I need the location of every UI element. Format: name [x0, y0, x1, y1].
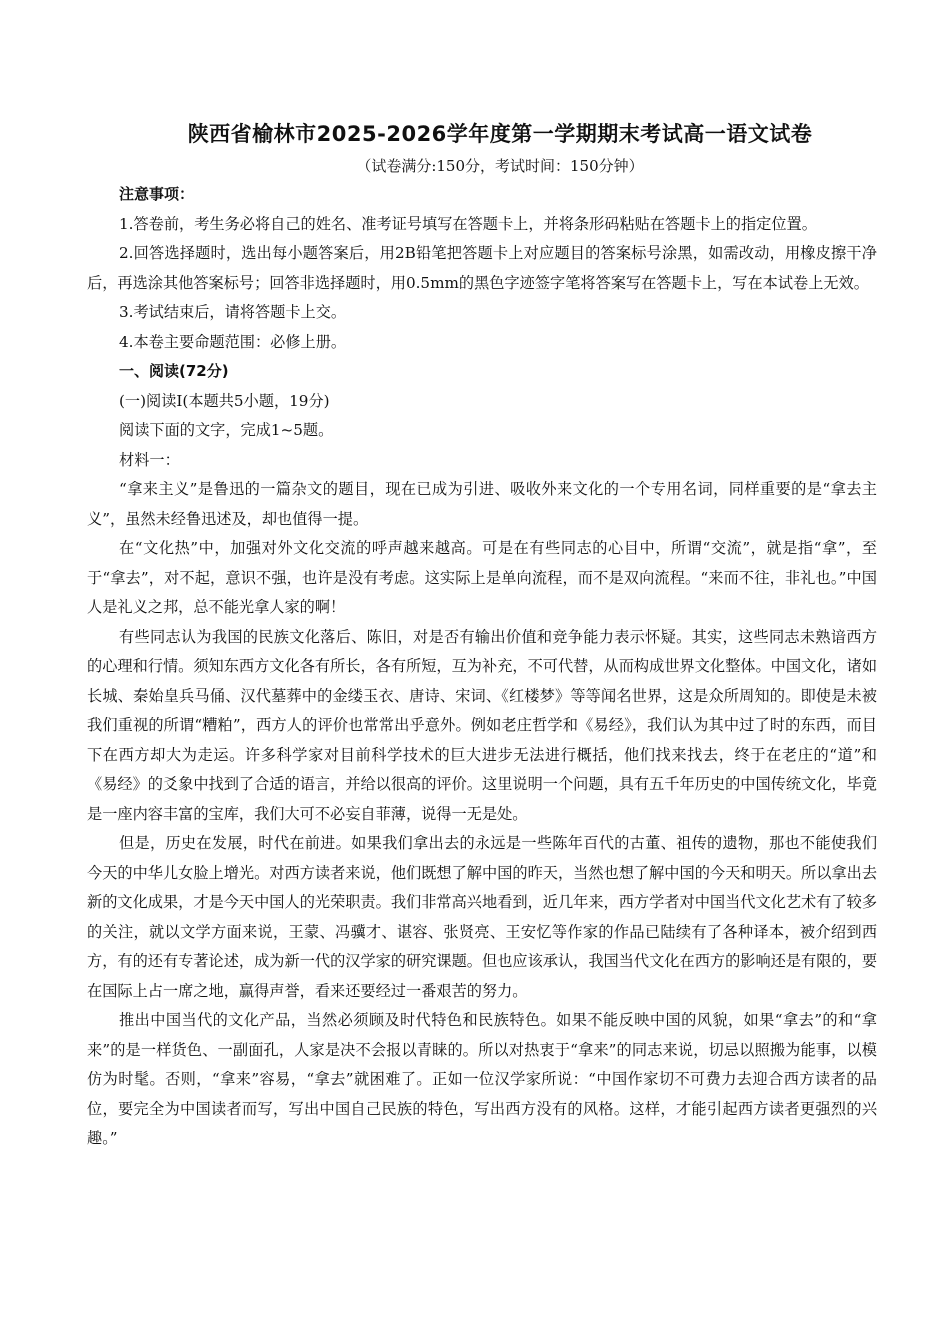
article-paragraph: “拿来主义”是鲁迅的一篇杂文的题目，现在已成为引进、吸收外来文化的一个专用名词，同样重要的是“拿去主义”，虽然未经鲁迅述及，却也值得一提。: [87, 480, 877, 528]
notice-item: 3.考试结束后，请将答题卡上交。: [119, 303, 347, 321]
exam-body: [87, 180, 877, 1154]
article-paragraph: 有些同志认为我国的民族文化落后、陈旧，对是否有输出价值和竞争能力表示怀疑。其实，这些同志未熟谙西方的心理和行情。须知东西方文化各有所长，各有所短，互为补充，不可代替，从而构成世界文化整体。中国文化，诸如长城、秦始皇兵马俑、汉代墓葬中的金缕玉衣、唐诗、宋词、《红楼梦》等等闻名世界，这是众所周知的。即使是未被我们重视的所谓“糟粕”，西方人的评价也常常出乎意外。例如老庄哲学和《易经》，我们认为其中过了时的东西，而目下在西方却大为走运。许多科学家对目前科学技术的巨大进步无法进行概括，他们找来找去，终于在老庄的“道”和《易经》的爻象中找到了合适的语言，并给以很高的评价。这里说明一个问题，具有五千年历史的中国传统文化，毕竟是一座内容丰富的宝库，我们大可不必妄自菲薄，说得一无是处。: [87, 627, 877, 823]
exam-subtitle: （试卷满分:150分，考试时间：150分钟）: [356, 157, 644, 175]
material-label: 材料一：: [119, 450, 180, 469]
article-paragraph: 在“文化热”中，加强对外文化交流的呼声越来越高。可是在有些同志的心目中，所谓“交流”，就是指“拿”，至于“拿去”，对不起，意识不强，也许是没有考虑。这实际上是单向流程，而不是双向流程。“来而不往，非礼也。”中国人是礼义之邦，总不能光拿人家的啊！: [87, 539, 877, 616]
section-instruction: 阅读下面的文字，完成1~5题。: [119, 421, 334, 439]
article-paragraph: 推出中国当代的文化产品，当然必须顾及时代特色和民族特色。如果不能反映中国的风貌，如果“拿去”的和“拿来”的是一样货色、一副面孔，人家是决不会报以青睐的。所以对热衷于“拿来”的同志来说，切忌以照搬为能事，以模仿为时髦。否则，“拿来”容易，“拿去”就困难了。正如一位汉学家所说：“中国作家切不可费力去迎合西方读者的品位，要完全为中国读者而写，写出中国自己民族的特色，写出西方没有的风格。这样，才能引起西方读者更强烈的兴趣。”: [87, 1011, 877, 1147]
notice-item: 4.本卷主要命题范围：必修上册。: [119, 332, 347, 351]
section-subheading: (一)阅读Ⅰ(本题共5小题，19分): [119, 391, 330, 410]
notice-item: 1.答卷前，考生务必将自己的姓名、准考证号填写在答题卡上，并将条形码粘贴在答题卡上的指定位置。: [119, 214, 817, 233]
article-paragraph: 但是，历史在发展，时代在前进。如果我们拿出去的永远是一些陈年百代的古董、祖传的遗物，那也不能使我们今天的中华儿女脸上增光。对西方读者来说，他们既想了解中国的昨天，当然也想了解中国的今天和明天。所以拿出去新的文化成果，才是今天中国人的光荣职责。我们非常高兴地看到，近几年来，西方学者对中国当代文化艺术有了较多的关注，就以文学方面来说，王蒙、冯骥才、谌容、张贤亮、王安忆等作家的作品已陆续有了各种译本，被介绍到西方，有的还有专著论述，成为新一代的汉学家的研究课题。但也应该承认，我国当代文化在西方的影响还是有限的，要在国际上占一席之地，赢得声誉，看来还要经过一番艰苦的努力。: [87, 834, 877, 1000]
section-heading: 一、阅读(72分): [119, 362, 229, 380]
exam-title: 陕西省榆林市2025-2026学年度第一学期期末考试高一语文试卷: [187, 122, 813, 146]
notice-heading: 注意事项：: [119, 185, 195, 203]
notice-item: 2.回答选择题时，选出每小题答案后，用2B铅笔把答题卡上对应题目的答案标号涂黑，如需改动，用橡皮擦干净后，再选涂其他答案标号；回答非选择题时，用0.5mm的黑色字迹签字笔将答案写在答题卡上，写在本试卷上无效。: [87, 244, 877, 292]
